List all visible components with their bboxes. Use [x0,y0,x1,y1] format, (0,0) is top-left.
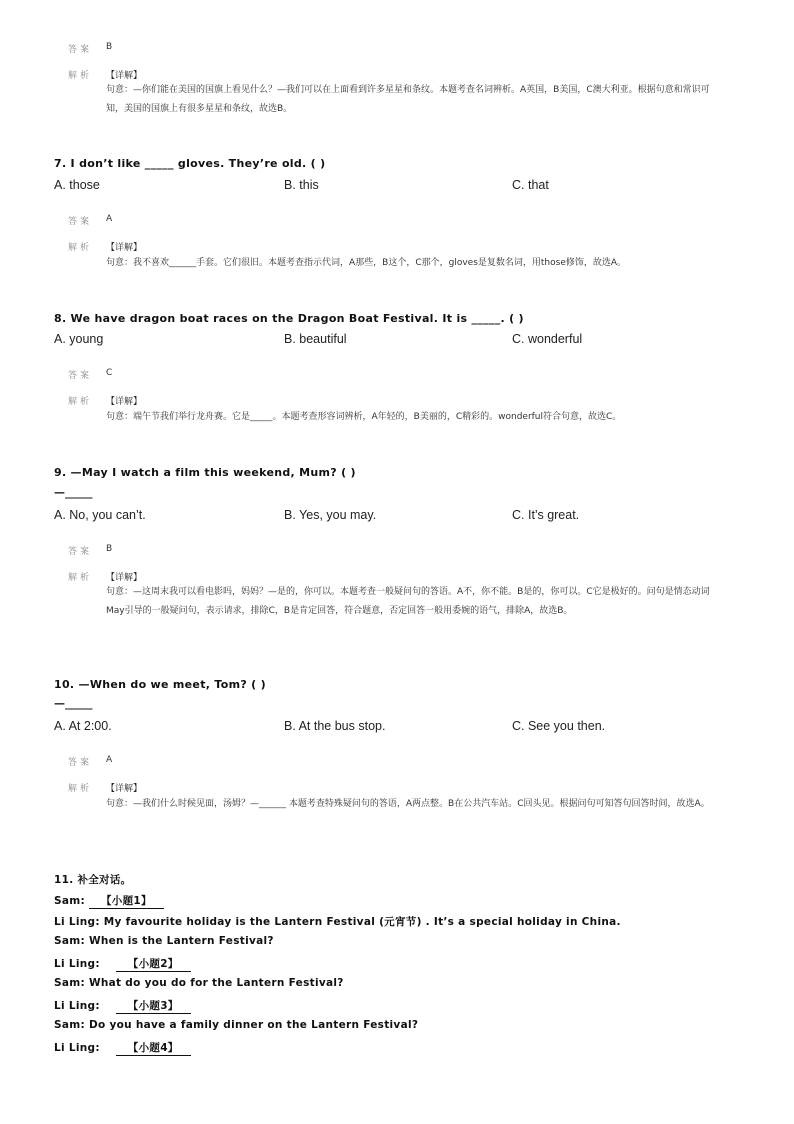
answer-tag: 答案 [68,758,93,768]
q10-explanation: 句意：—我们什么时候见面，汤姆？—______ 本题考查特殊疑问句的答语，A两点整。B在公共汽车站。C回头见。根据问句可知答句回答时间，故选A。 [106,799,710,809]
analysis-tag: 解析 [68,243,93,253]
speaker-label: Li Ling: [54,1042,100,1054]
dialogue-line [54,977,344,989]
analysis-tag: 解析 [68,784,93,794]
speaker-label: Sam: [54,935,85,947]
q6-explanation: 句意：—你们能在美国的国旗上看见什么？—我们可以在上面看到许多星星和条纹。本题考查名词辨析。A英国，B美国，C澳大利亚。根据句意和常识可知，美国的国旗上有很多星星和条纹，故选B。 [106,85,710,114]
dialogue-line [54,1040,191,1056]
q7-stem: 7. I don’t like _____ gloves. They’re old. ( ) [54,157,326,170]
q9-answer: B [106,544,113,554]
q10-reply-blank: —_____ [54,697,93,710]
detail-label: 【详解】 [106,243,143,253]
answer-tag: 答案 [68,45,93,55]
dialogue-text: When is the Lantern Festival? [88,935,274,947]
analysis-tag: 解析 [68,71,93,81]
answer-tag: 答案 [68,217,93,227]
detail-label: 【详解】 [106,573,143,583]
q11-title: 11. 补全对话。 [54,874,132,886]
detail-label: 【详解】 [106,397,143,407]
q6-answer: B [106,42,113,52]
answer-blank-4[interactable]: 【小题4】 [116,1040,191,1056]
q9-explanation: 句意：—这周末我可以看电影吗，妈妈？—是的，你可以。本题考查一般疑问句的答语。A不，你不能。B是的，你可以。C它是极好的。问句是情态动词May引导的一般疑问句，表示请求，排除C，B是肯定回答，符合题意，否定回答一般用委婉的语气，排除A，故选B。 [106,587,710,616]
q10-option-c[interactable]: C. See you then. [512,719,606,733]
speaker-label: Li Ling: [54,958,100,970]
q9-option-a[interactable]: A. No, you can’t. [54,508,146,522]
q9-stem: 9. —May I watch a film this weekend, Mum? ( ) [54,466,356,479]
q10-option-a[interactable]: A. At 2:00. [54,719,112,733]
q7-answer: A [106,214,113,224]
q7-option-c[interactable]: C. that [512,178,549,192]
analysis-tag: 解析 [68,573,93,583]
answer-blank-1[interactable]: 【小题1】 [89,893,164,909]
dialogue-text: What do you do for the Lantern Festival? [88,977,344,989]
q9-reply-blank: —_____ [54,486,93,499]
q10-answer: A [106,755,113,765]
q8-option-c[interactable]: C. wonderful [512,332,583,346]
dialogue-text: My favourite holiday is the Lantern Festival (元宵节) . It’s a special holiday in China. [103,916,621,928]
answer-tag: 答案 [68,371,93,381]
dialogue-line [54,935,274,947]
q7-explanation: 句意：我不喜欢______手套。它们很旧。本题考查指示代词，A那些，B这个，C那个，gloves是复数名词，用those修饰，故选A。 [106,258,627,268]
q10-stem: 10. —When do we meet, Tom? ( ) [54,678,266,691]
speaker-label: Sam: [54,977,85,989]
speaker-label: Sam: [54,895,85,907]
answer-blank-2[interactable]: 【小题2】 [116,956,191,972]
q8-option-a[interactable]: A. young [54,332,104,346]
answer-blank-3[interactable]: 【小题3】 [116,998,191,1014]
dialogue-line [54,956,191,972]
speaker-label: Li Ling: [54,916,100,928]
dialogue-text: Do you have a family dinner on the Lantern Festival? [88,1019,419,1031]
q8-explanation: 句意：端午节我们举行龙舟赛。它是_____。本题考查形容词辨析，A年轻的，B美丽的，C精彩的。wonderful符合句意，故选C。 [106,412,622,422]
detail-label: 【详解】 [106,784,143,794]
speaker-label: Li Ling: [54,1000,100,1012]
q10-option-b[interactable]: B. At the bus stop. [284,719,386,733]
q8-stem: 8. We have dragon boat races on the Dragon Boat Festival. It is _____. ( ) [54,312,524,325]
q8-answer: C [106,368,113,378]
dialogue-line [54,1019,418,1031]
dialogue-line [54,893,164,909]
dialogue-line [54,998,191,1014]
detail-label: 【详解】 [106,71,143,81]
q7-option-b[interactable]: B. this [284,178,319,192]
q8-option-b[interactable]: B. beautiful [284,332,347,346]
dialogue-line [54,914,621,929]
analysis-tag: 解析 [68,397,93,407]
speaker-label: Sam: [54,1019,85,1031]
answer-tag: 答案 [68,547,93,557]
q9-option-b[interactable]: B. Yes, you may. [284,508,377,522]
q9-option-c[interactable]: C. It’s great. [512,508,580,522]
q7-option-a[interactable]: A. those [54,178,100,192]
